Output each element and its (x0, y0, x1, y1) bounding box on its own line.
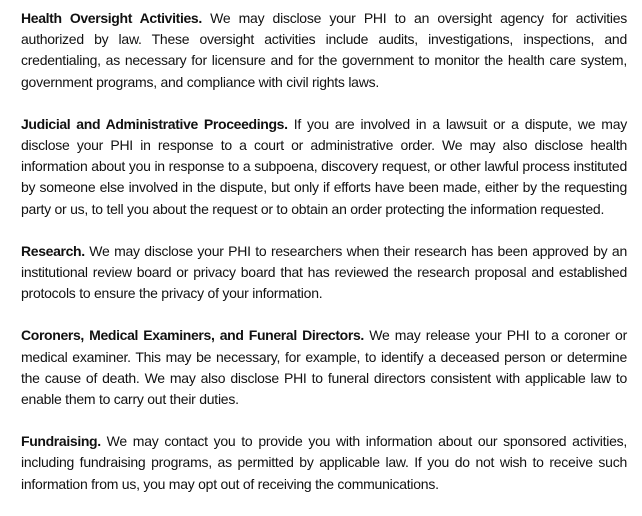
section-text: We may disclose your PHI to an oversight agency for activities authorized by law. These oversight activities include audits, investigations, inspections, and credentialing, as necessary for licensure and for the government to monitor the health care system, government programs, and compliance with civil rights laws. (21, 10, 627, 90)
section-coroners (21, 325, 627, 410)
section-fundraising (21, 431, 627, 495)
section-heading: Health Oversight Activities. (21, 10, 202, 26)
section-text: If you are involved in a lawsuit or a dispute, we may disclose your PHI in response to a court or administrative order. We may also disclose health information about you in response to a subpoena, discovery request, or other lawful process instituted by someone else involved in the dispute, but only if efforts have been made, either by the requesting party or us, to tell you about the request or to obtain an order protecting the information requested. (21, 115, 627, 217)
section-heading: Coroners, Medical Examiners, and Funeral Directors. (21, 327, 364, 344)
section-text: We may disclose your PHI to researchers when their research has been approved by an institutional review board or privacy board that has reviewed the research proposal and established protocols to ensure the privacy of your information. (21, 242, 627, 302)
section-heading: Research. (21, 242, 85, 259)
section-heading: Judicial and Administrative Proceedings. (21, 115, 288, 132)
section-health-oversight (21, 8, 627, 93)
section-text: We may release your PHI to a coroner or medical examiner. This may be necessary, for example, to identify a deceased person or determine the cause of death. We may also disclose PHI to funeral directors consistent with applicable law to enable them to carry out their duties. (21, 327, 627, 408)
document-body (21, 8, 627, 516)
section-judicial-proceedings (21, 114, 627, 220)
section-heading: Fundraising. (21, 433, 101, 450)
section-text: We may contact you to provide you with information about our sponsored activities, including fundraising programs, as permitted by applicable law. If you do not wish to receive such information from us, you may opt out of receiving the communications. (21, 433, 627, 492)
section-research (21, 241, 627, 305)
